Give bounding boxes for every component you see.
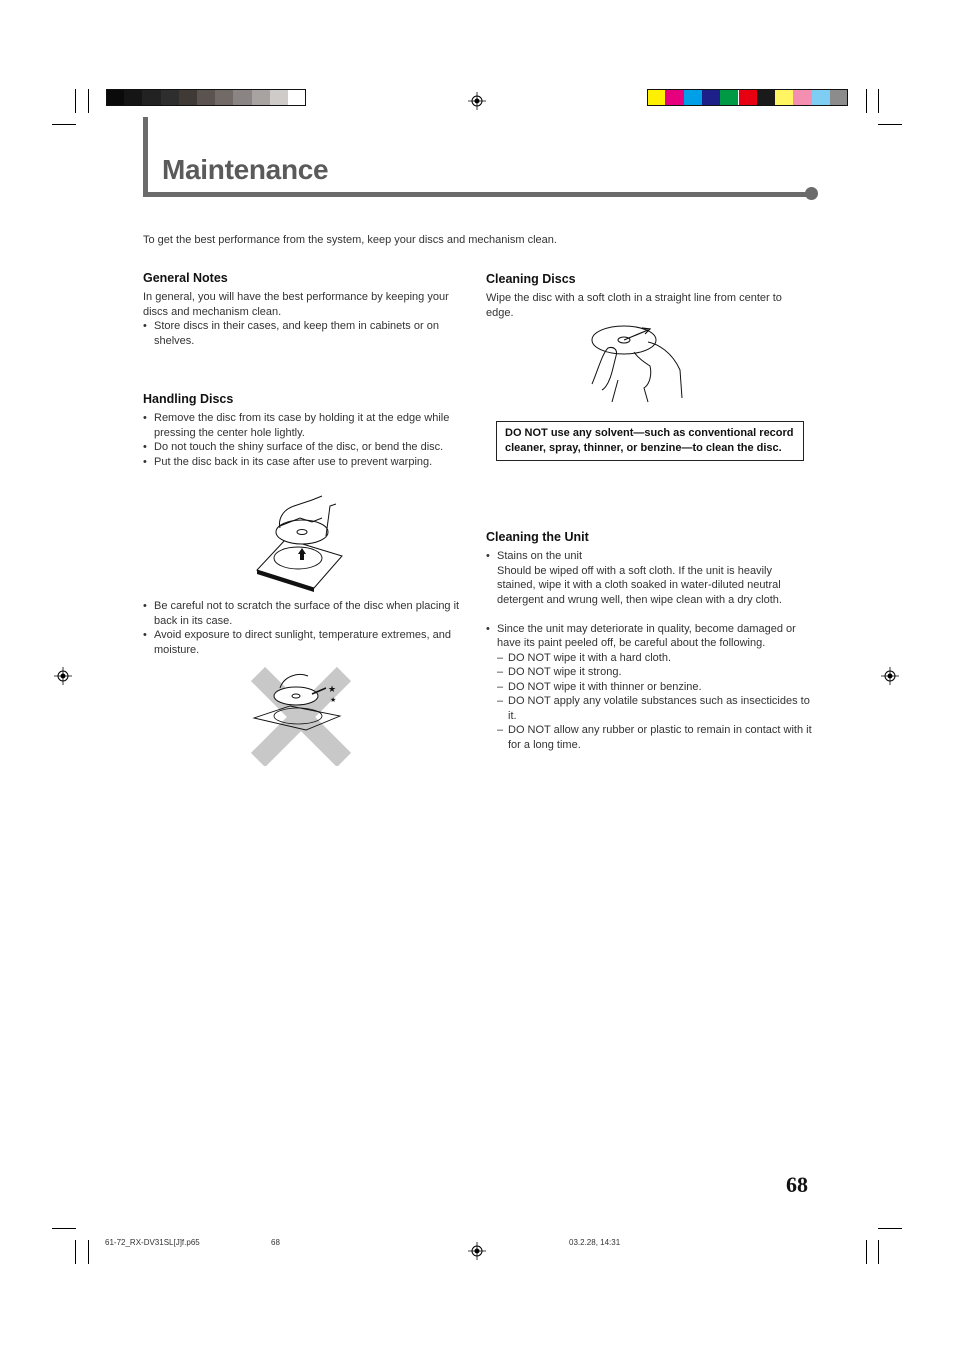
list-item: – DO NOT apply any volatile substances such as insecticides to it. xyxy=(497,694,813,723)
list-item: – DO NOT wipe it with a hard cloth. xyxy=(497,651,813,666)
handling-discs-list-2 xyxy=(143,599,468,657)
cleaning-unit-heading: Cleaning the Unit xyxy=(486,530,589,544)
cleaning-discs-body: Wipe the disc with a soft cloth in a straight line from center to edge. xyxy=(486,292,782,319)
svg-text:★: ★ xyxy=(330,697,337,704)
list-item xyxy=(486,622,813,753)
list-item: – DO NOT wipe it with thinner or benzine. xyxy=(497,680,813,695)
cleaning-discs-heading: Cleaning Discs xyxy=(486,272,576,286)
title-rule-horizontal xyxy=(143,192,811,197)
disc-wiping-illustration xyxy=(588,318,686,404)
cleaning-unit-dash-list xyxy=(497,651,813,753)
handling-discs-heading: Handling Discs xyxy=(143,392,234,406)
footer-file-name: 61-72_RX-DV31SL[J]f.p65 xyxy=(105,1238,200,1247)
color-bar-frame xyxy=(106,89,306,106)
list-item xyxy=(486,549,813,607)
general-notes-body: In general, you will have the best performance by keeping your discs and mechanism clean. xyxy=(143,291,449,318)
deterioration-body: Since the unit may deteriorate in quality, become damaged or have its paint peeled off, be careful about the following. xyxy=(497,622,796,649)
list-item: – DO NOT allow any rubber or plastic to remain in contact with it for a long time. xyxy=(497,723,813,752)
svg-text:★: ★ xyxy=(328,684,337,694)
title-rule-vertical xyxy=(143,117,148,197)
disc-removal-illustration xyxy=(252,492,344,592)
registration-mark-icon xyxy=(468,92,486,110)
handling-discs-section-2 xyxy=(143,599,468,657)
solvent-warning-box: DO NOT use any solvent—such as conventional record cleaner, spray, thinner, or benzine—to clean the disc. xyxy=(496,421,804,461)
cleaning-discs-section xyxy=(486,272,811,320)
registration-mark-icon xyxy=(881,667,899,685)
list-item: • Do not touch the shiny surface of the disc, or bend the disc. xyxy=(143,440,468,455)
list-item: • Avoid exposure to direct sunlight, temperature extremes, and moisture. xyxy=(143,628,468,657)
general-notes-heading: General Notes xyxy=(143,271,228,285)
list-item: • Put the disc back in its case after use to prevent warping. xyxy=(143,455,468,470)
stains-body: Should be wiped off with a soft cloth. If the unit is heavily stained, wipe it with a cloth soaked in water-diluted neutral detergent and wrung well, then wipe clean with a dry cloth. xyxy=(497,564,782,606)
footer-date: 03.2.28, 14:31 xyxy=(569,1238,621,1247)
title-rule-dot xyxy=(805,187,818,200)
page-number: 68 xyxy=(786,1172,808,1197)
cleaning-unit-section xyxy=(486,530,813,752)
cleaning-unit-list xyxy=(486,549,813,752)
handling-discs-section xyxy=(143,392,468,469)
registration-mark-icon xyxy=(54,667,72,685)
list-item: • Store discs in their cases, and keep them in cabinets or on shelves. xyxy=(143,319,468,348)
color-bar-frame xyxy=(647,89,848,106)
list-item: – DO NOT wipe it strong. xyxy=(497,665,813,680)
general-notes-section xyxy=(143,271,468,348)
list-item: • Be careful not to scratch the surface of the disc when placing it back in its case. xyxy=(143,599,468,628)
handling-discs-list xyxy=(143,411,468,469)
footer-page: 68 xyxy=(271,1238,280,1247)
list-item: • Remove the disc from its case by holding it at the edge while pressing the center hole lightly. xyxy=(143,411,468,440)
prohibited-scratch-illustration xyxy=(250,666,352,766)
general-notes-list xyxy=(143,319,468,348)
page-title: Maintenance xyxy=(162,154,329,185)
stains-label: Stains on the unit xyxy=(497,550,583,562)
registration-mark-icon xyxy=(468,1242,486,1260)
intro-text: To get the best performance from the system, keep your discs and mechanism clean. xyxy=(143,234,557,246)
